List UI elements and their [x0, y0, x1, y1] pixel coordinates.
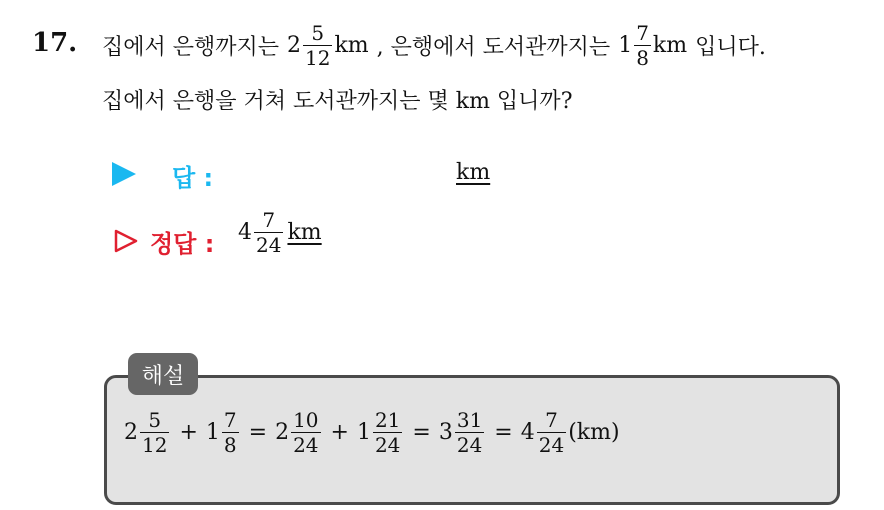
explanation-tab: 해설 [128, 353, 198, 395]
denominator: 24 [374, 433, 401, 457]
dist2-denominator: 8 [636, 45, 649, 70]
dist1-whole: 2 [287, 32, 302, 58]
outline-play-icon [113, 228, 139, 254]
operator: + [179, 420, 198, 445]
correct-answer-label: 정답 : [150, 230, 215, 258]
unit-tail: (km) [568, 420, 620, 445]
denominator: 24 [456, 433, 483, 457]
dist2-unit: km [652, 32, 688, 58]
numerator: 31 [456, 408, 483, 432]
play-icon [112, 162, 136, 186]
denominator: 12 [142, 433, 168, 457]
operator: = [494, 420, 513, 445]
denominator: 8 [223, 433, 237, 457]
correct-fraction [254, 210, 283, 255]
answer-label: 답 : [172, 164, 214, 192]
numerator: 7 [545, 408, 558, 432]
correct-numerator: 7 [262, 208, 276, 232]
mixed-number-whole: 4 [520, 420, 535, 445]
mixed-number-whole: 1 [356, 420, 371, 445]
question-text-a: 집에서 은행까지는 [102, 34, 280, 60]
correct-unit: km [287, 220, 322, 245]
mixed-number-whole: 3 [438, 420, 453, 445]
dist2-fraction [634, 20, 651, 70]
mixed-number-fraction [291, 410, 320, 455]
operator: = [412, 420, 431, 445]
mixed-number-whole: 1 [205, 420, 220, 445]
correct-answer-value [238, 210, 322, 255]
question-line-2: 집에서 은행을 거쳐 도서관까지는 몇 km 입니까? [102, 89, 573, 114]
dist2-numerator: 7 [636, 20, 649, 45]
numerator: 21 [374, 408, 401, 432]
denominator: 24 [538, 433, 565, 457]
question-number: 17. [32, 28, 78, 58]
mixed-number-whole: 2 [124, 420, 138, 445]
dist1-unit: km [334, 32, 369, 58]
numerator: 10 [293, 408, 319, 432]
operator: + [330, 420, 349, 445]
operator: = [248, 420, 268, 445]
correct-whole: 4 [238, 220, 252, 245]
correct-denominator: 24 [256, 233, 282, 257]
numerator: 5 [148, 408, 162, 432]
dist1-denominator: 12 [305, 45, 331, 70]
answer-unit[interactable]: km [456, 160, 491, 185]
mixed-number-fraction [455, 410, 484, 455]
denominator: 24 [293, 433, 319, 457]
dist2-whole: 1 [618, 32, 633, 58]
question-line-1 [102, 20, 766, 70]
dist1-numerator: 5 [311, 20, 325, 45]
mixed-number-fraction [140, 410, 169, 455]
question-text-c: 입니다. [695, 34, 766, 60]
explanation-equation [124, 410, 620, 455]
dist1-fraction [303, 20, 332, 70]
mixed-number-whole: 2 [275, 420, 290, 445]
mixed-number-fraction [537, 410, 566, 455]
mixed-number-fraction [222, 410, 239, 455]
question-text-b: , 은행에서 도서관까지는 [376, 34, 611, 60]
numerator: 7 [223, 408, 237, 432]
mixed-number-fraction [373, 410, 402, 455]
